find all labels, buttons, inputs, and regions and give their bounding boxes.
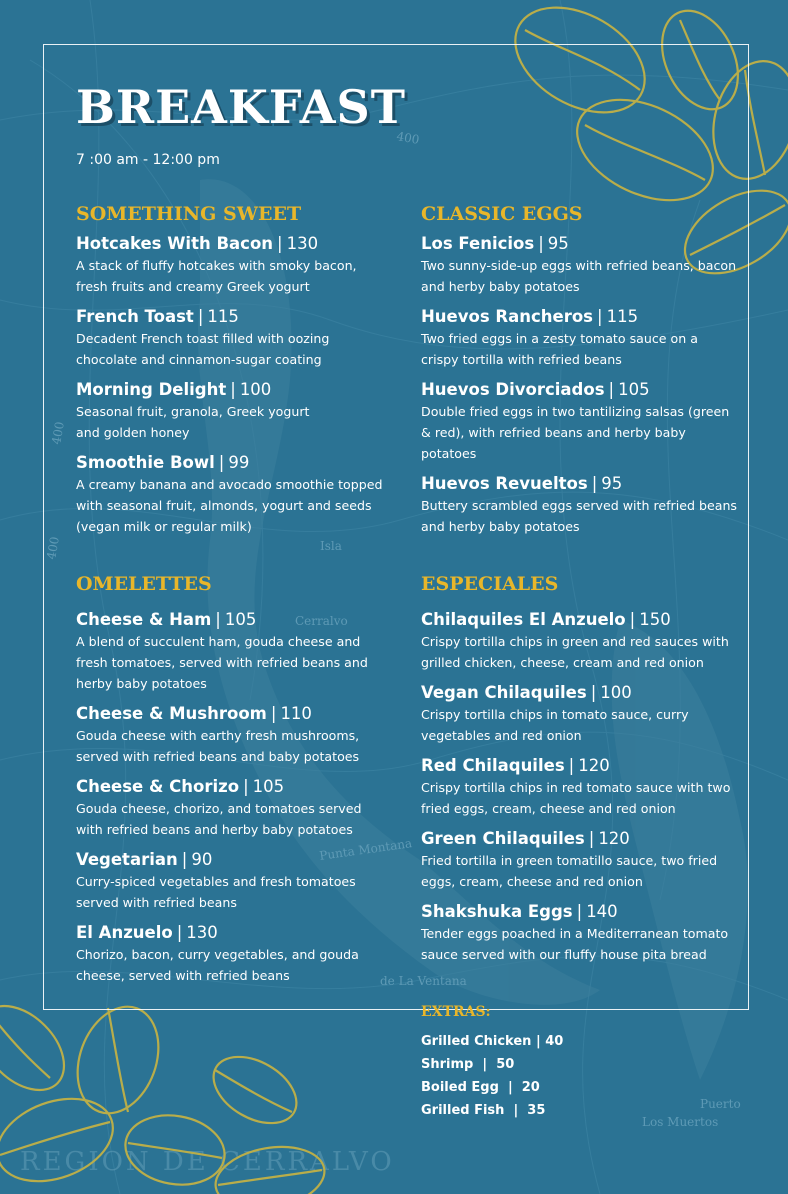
extra-name: Grilled Chicken (421, 1034, 532, 1049)
item-name: Hotcakes With Bacon (76, 234, 274, 253)
item-price: 120 (598, 829, 630, 848)
item-description: Gouda cheese with earthy fresh mushrooms, served with refried beans and baby potatoes (76, 728, 360, 764)
menu-item (421, 233, 739, 297)
separator: | (597, 307, 603, 326)
item-name: Huevos Divorciados (421, 380, 605, 399)
item-name: Red Chilaquiles (421, 756, 565, 775)
section-omelettes (76, 573, 376, 995)
separator: | (576, 902, 583, 921)
item-name: Huevos Rancheros (421, 307, 594, 326)
item-name: Green Chilaquiles (421, 829, 585, 848)
menu-item (76, 703, 376, 767)
section-especiales (421, 573, 739, 974)
menu-item (76, 849, 376, 913)
menu-item (76, 379, 386, 443)
menu-item (76, 452, 386, 537)
section-title: ESPECIALES (421, 573, 559, 595)
item-description: Two fried eggs in a zesty tomato sauce on a crispy tortilla with refried beans (421, 331, 698, 367)
menu-item (421, 379, 739, 464)
extra-item (421, 1099, 721, 1122)
item-price: 110 (280, 704, 312, 723)
separator: | (531, 1034, 546, 1049)
extras-title: EXTRAS: (421, 1004, 491, 1020)
item-description: Tender eggs poached in a Mediterranean tomato sauce served with our fluffy house pita bread (421, 926, 729, 962)
separator: | (230, 380, 236, 399)
item-price: 100 (600, 683, 632, 702)
extra-name: Boiled Egg (421, 1080, 499, 1095)
menu-item (421, 609, 739, 673)
item-price: 115 (207, 307, 239, 326)
item-price: 100 (239, 380, 272, 399)
item-description: Crispy tortilla chips in tomato sauce, curry vegetables and red onion (421, 707, 689, 743)
item-price: 130 (286, 234, 319, 253)
extra-price: 20 (521, 1080, 540, 1095)
map-label: de La Ventana (380, 974, 467, 988)
map-label: Isla (320, 539, 342, 553)
item-name: Cheese & Chorizo (76, 777, 240, 796)
extra-item (421, 1030, 721, 1053)
extra-item (421, 1076, 721, 1099)
item-price: 95 (547, 234, 569, 253)
separator: | (608, 380, 615, 399)
separator: | (277, 234, 283, 253)
menu-item (76, 776, 376, 840)
map-label: Los Muertos (642, 1115, 719, 1129)
item-description: Crispy tortilla chips in red tomato sauce with two fried eggs, cream, cheese and red onion (421, 780, 731, 816)
menu-item (421, 682, 739, 746)
item-price: 90 (191, 850, 213, 869)
separator: | (243, 777, 249, 796)
item-name: Morning Delight (76, 380, 227, 399)
menu-item (421, 306, 739, 370)
menu-title: BREAKFAST (76, 80, 406, 134)
item-description: Buttery scrambled eggs served with refried beans and herby baby potatoes (421, 498, 737, 534)
item-name: Los Fenicios (421, 234, 535, 253)
item-name: El Anzuelo (76, 923, 173, 942)
item-description: Chorizo, bacon, curry vegetables, and gouda cheese, served with refried beans (76, 947, 359, 983)
item-price: 130 (186, 923, 218, 942)
item-description: Curry-spiced vegetables and fresh tomatoes served with refried beans (76, 874, 356, 910)
separator: | (590, 683, 597, 702)
separator: | (176, 923, 183, 942)
separator: | (498, 1080, 522, 1095)
separator: | (629, 610, 636, 629)
item-price: 140 (586, 902, 618, 921)
separator: | (215, 610, 221, 629)
extra-name: Shrimp (421, 1057, 474, 1072)
item-price: 105 (618, 380, 650, 399)
item-description: Double fried eggs in two tantilizing salsas (green & red), with refried beans and herby baby potatoes (421, 404, 730, 461)
map-label: Cerralvo (295, 614, 348, 628)
item-name: Shakshuka Eggs (421, 902, 573, 921)
separator: | (197, 307, 204, 326)
item-description: Decadent French toast filled with oozing chocolate and cinnamon-sugar coating (76, 331, 330, 367)
item-name: French Toast (76, 307, 194, 326)
section-title: SOMETHING SWEET (76, 203, 302, 225)
separator: | (591, 474, 598, 493)
map-label: REGION DE CERRALVO (20, 1147, 395, 1177)
item-price: 95 (601, 474, 623, 493)
map-label: Punta Montana (318, 836, 413, 863)
item-name: Vegetarian (76, 850, 178, 869)
extra-price: 40 (545, 1034, 564, 1049)
separator: | (504, 1103, 528, 1118)
section-extras (421, 1004, 721, 1122)
separator: | (588, 829, 595, 848)
extra-item (421, 1053, 721, 1076)
menu-item (76, 922, 376, 986)
extra-price: 50 (496, 1057, 515, 1072)
section-something-sweet (76, 203, 386, 546)
menu-item (76, 609, 376, 694)
item-name: Chilaquiles El Anzuelo (421, 610, 626, 629)
menu-item (421, 828, 739, 892)
item-description: Two sunny-side-up eggs with refried beans, bacon and herby baby potatoes (421, 258, 737, 294)
item-description: Fried tortilla in green tomatillo sauce, two fried eggs, cream, cheese and red onion (421, 853, 718, 889)
item-price: 120 (578, 756, 610, 775)
item-name: Cheese & Ham (76, 610, 212, 629)
menu-item (421, 901, 739, 965)
extra-name: Grilled Fish (421, 1103, 505, 1118)
separator: | (181, 850, 188, 869)
item-name: Huevos Revueltos (421, 474, 588, 493)
separator: | (218, 453, 225, 472)
section-classic-eggs (421, 203, 739, 546)
item-description: Seasonal fruit, granola, Greek yogurt and golden honey (76, 404, 310, 440)
menu-item (76, 233, 386, 297)
item-description: A creamy banana and avocado smoothie topped with seasonal fruit, almonds, yogurt and seeds (vegan milk or regular milk) (76, 477, 383, 534)
item-description: A blend of succulent ham, gouda cheese and fresh tomatoes, served with refried beans and herby baby potatoes (76, 634, 368, 691)
separator: | (473, 1057, 497, 1072)
item-name: Cheese & Mushroom (76, 704, 267, 723)
item-description: Crispy tortilla chips in green and red sauces with grilled chicken, cheese, cream and red onion (421, 634, 729, 670)
menu-item (421, 755, 739, 819)
item-description: Gouda cheese, chorizo, and tomatoes served with refried beans and herby baby potatoes (76, 801, 362, 837)
item-price: 115 (606, 307, 639, 326)
menu-item (421, 473, 739, 537)
separator: | (568, 756, 575, 775)
item-name: Smoothie Bowl (76, 453, 215, 472)
section-title: OMELETTES (76, 573, 212, 595)
menu-hours: 7 :00 am - 12:00 pm (76, 152, 220, 168)
extra-price: 35 (527, 1103, 546, 1118)
item-price: 105 (224, 610, 257, 629)
map-label: 400 (44, 535, 62, 561)
item-description: A stack of fluffy hotcakes with smoky bacon, fresh fruits and creamy Greek yogurt (76, 258, 357, 294)
section-title: CLASSIC EGGS (421, 203, 583, 225)
item-price: 99 (228, 453, 250, 472)
item-price: 105 (252, 777, 285, 796)
menu-item (76, 306, 386, 370)
separator: | (270, 704, 277, 723)
item-price: 150 (639, 610, 671, 629)
item-name: Vegan Chilaquiles (421, 683, 587, 702)
map-label: Puerto (700, 1097, 741, 1111)
map-label: 400 (395, 129, 421, 147)
map-label: 400 (49, 420, 67, 446)
separator: | (538, 234, 544, 253)
